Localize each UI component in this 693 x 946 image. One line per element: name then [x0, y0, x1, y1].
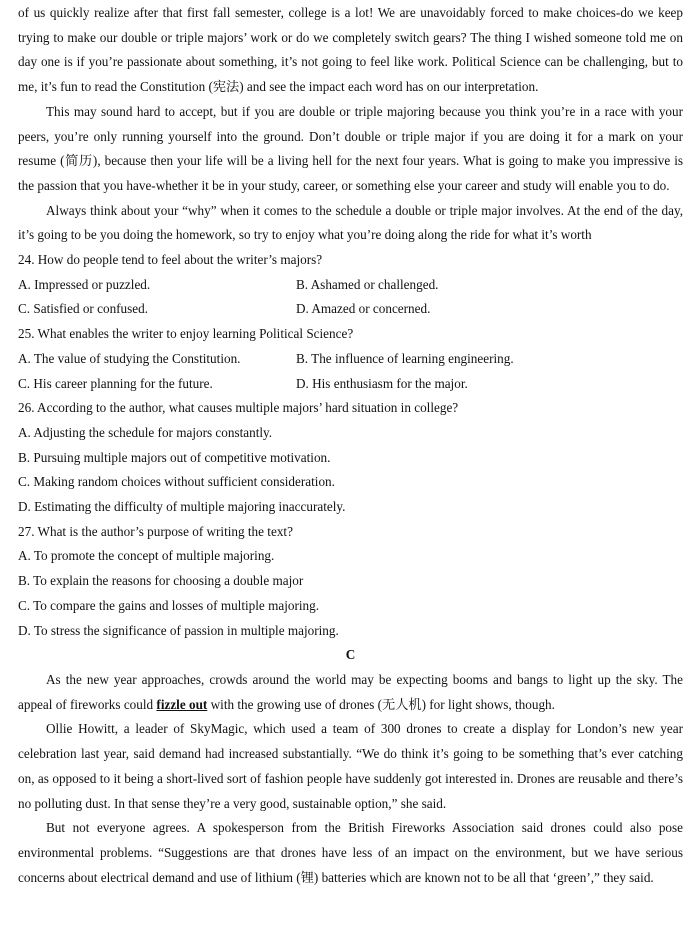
option-a[interactable]: A. To promote the concept of multiple majoring. [18, 548, 275, 564]
option-a[interactable]: A. Impressed or puzzled. [18, 276, 151, 292]
option-c[interactable]: C. Satisfied or confused. [18, 301, 149, 317]
option-b[interactable]: B. Ashamed or challenged. [296, 276, 439, 292]
option-d[interactable]: D. To stress the significance of passion in multiple majoring. [18, 622, 339, 638]
options-row [18, 347, 683, 372]
option-d[interactable]: D. Amazed or concerned. [296, 301, 431, 317]
question-24 [18, 248, 683, 322]
question-stem: 24. How do people tend to feel about the writer’s majors? [18, 252, 323, 268]
paragraph-b-1: of us quickly realize after that first fall semester, college is a lot! We are unavoidably forced to make choices-do we keep trying to make our double or triple majors’ work or do we completely switch gears? The thing I wished someone told me on day one is if you’re passionate about something, it’s not going to feel like work. Political Science can be challenging, but to me, it’s fun to read the Constitution (宪法) and see the impact each word has on our interpretation. [18, 5, 683, 95]
paragraph-b-3: Always think about your “why” when it comes to the schedule a double or triple major involves. At the end of the day, it’s going to be you doing the homework, so try to enjoy what you’re doing along the ride for what it’s worth [18, 202, 683, 243]
option-b[interactable]: B. The influence of learning engineering. [296, 350, 514, 366]
option-a[interactable]: A. Adjusting the schedule for majors constantly. [18, 424, 273, 440]
paragraph-c-3: But not everyone agrees. A spokesperson from the British Fireworks Association said drones could also pose environmental problems. “Suggestions are that drones have less of an impact on the environment, but we have serious concerns about electrical demand and use of lithium (锂) batteries which are known not to be all that ‘green’,” they said. [18, 820, 683, 885]
option-b[interactable]: B. Pursuing multiple majors out of competitive motivation. [18, 449, 331, 465]
question-stem: 26. According to the author, what causes multiple majors’ hard situation in college? [18, 400, 459, 416]
paragraph-c-2: Ollie Howitt, a leader of SkyMagic, which used a team of 300 drones to create a display for London’s new year celebration last year, said demand had increased substantially. “We do think it’s going to be something that’s ever catching on, as opposed to it being a short-lived sort of fashion people have suddenly got interested in. Drones are reusable and there’s no polluting dust. In that sense they’re a very good, sustainable option,” she said. [18, 721, 683, 811]
option-c[interactable]: C. His career planning for the future. [18, 375, 213, 391]
paragraph-c-1-end: with the growing use of drones (无人机) for light shows, though. [207, 696, 555, 712]
option-d[interactable]: D. Estimating the difficulty of multiple majoring inaccurately. [18, 499, 346, 515]
options-row [18, 273, 683, 298]
option-c[interactable]: C. Making random choices without sufficient consideration. [18, 474, 335, 490]
options-row [18, 372, 683, 397]
option-c[interactable]: C. To compare the gains and losses of multiple majoring. [18, 597, 319, 613]
question-26 [18, 396, 683, 520]
option-d[interactable]: D. His enthusiasm for the major. [296, 375, 468, 391]
option-b[interactable]: B. To explain the reasons for choosing a double major [18, 573, 304, 589]
paragraph-c-1 [18, 668, 683, 717]
question-stem: 27. What is the author’s purpose of writing the text? [18, 523, 293, 539]
highlighted-phrase: fizzle out [156, 696, 208, 712]
question-25 [18, 322, 683, 396]
options-row [18, 297, 683, 322]
paragraph-c-1-start: As the new year approaches, crowds around the world may be expecting booms and bangs to light up the sky. The appeal of fireworks could [18, 671, 683, 712]
option-a[interactable]: A. The value of studying the Constitution. [18, 350, 241, 366]
paragraph-b-2: This may sound hard to accept, but if you are double or triple majoring because you think you’re in a race with your peers, you’re only running yourself into the ground. Don’t double or triple major if you are doing it for a mark on your resume (简历), because then your life will be a living hell for the next four years. What is going to make you impressive is the passion that you have-whether it be in your study, career, or something else your career and study will enable you to do. [18, 103, 683, 193]
section-heading: C [345, 647, 356, 663]
question-27 [18, 520, 683, 644]
question-stem: 25. What enables the writer to enjoy learning Political Science? [18, 326, 354, 342]
